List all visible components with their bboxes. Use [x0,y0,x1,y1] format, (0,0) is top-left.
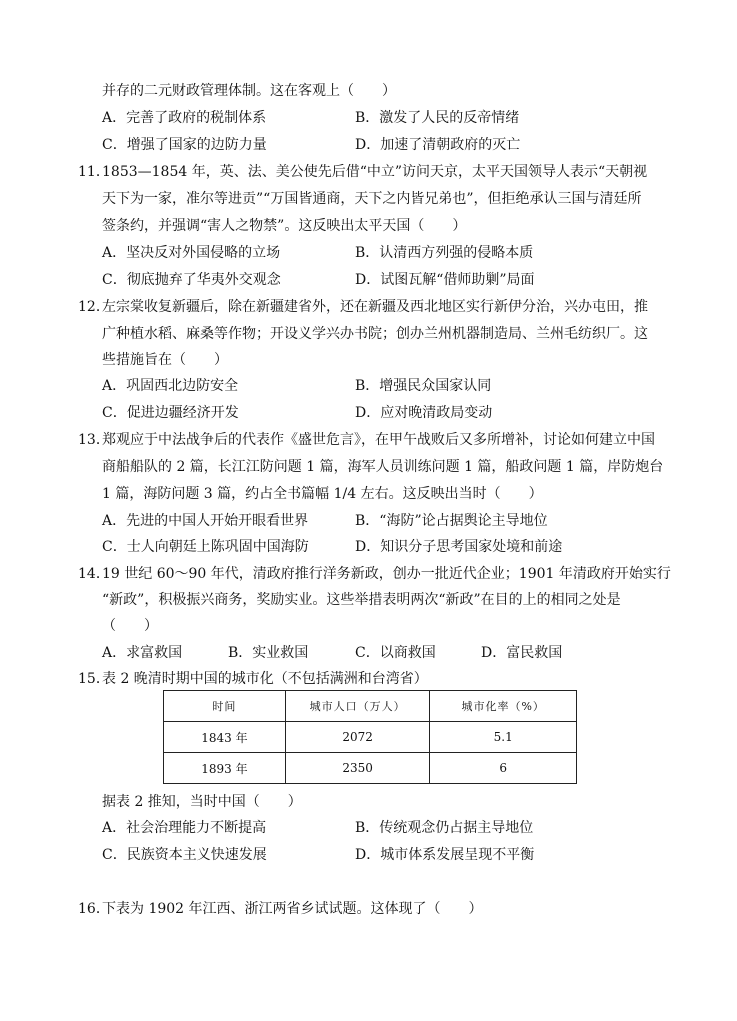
q14-option-c: C．以商救国 [355,645,436,661]
q13-stem-line-2: 商船船队的 2 篇，长江江防问题 1 篇，海军人员训练问题 1 篇，船政问题 1 篇，岸防炮台 [102,459,664,475]
q15-option-c: C．民族资本主义快速发展 [102,847,267,863]
table-header-row [164,691,577,722]
q12-option-d: D．应对晚清政局变动 [355,405,493,421]
q10-option-d: D．加速了清朝政府的灭亡 [355,137,521,153]
table-header-time: 时间 [164,691,286,722]
q11-stem-line-3: 签条约，并强调“害人之物禁”。这反映出太平天国（ ） [102,218,467,234]
q16-stem: 下表为 1902 年江西、浙江两省乡试试题。这体现了（ ） [102,901,483,917]
q11-stem-line-1: 1853—1854 年，英、法、美公使先后借“中立”访问天京，太平天国领导人表示“天朝视 [102,164,648,180]
q14-stem-line-3: （ ） [102,618,158,634]
urbanization-table [163,690,577,784]
q12-number: 12． [78,299,110,315]
q10-option-a: A．完善了政府的税制体系 [102,110,267,126]
q15-table-caption: 表 2 晚清时期中国的城市化（不包括满洲和台湾省） [102,671,428,687]
q13-stem-line-1: 郑观应于中法战争后的代表作《盛世危言》，在甲午战败后又多所增补，讨论如何建立中国 [102,432,655,448]
q12-option-b: B．增强民众国家认同 [355,378,492,394]
q11-number: 11． [78,164,110,180]
table-row [164,753,577,784]
q11-option-d: D．试图瓦解“借师助剿”局面 [355,272,535,288]
table-cell: 1843 年 [164,722,286,753]
q12-option-c: C．促进边疆经济开发 [102,405,239,421]
q13-option-c: C．士人向朝廷上陈巩固中国海防 [102,539,309,555]
q14-stem-line-1: 19 世纪 60～90 年代，清政府推行洋务新政，创办一批近代企业；1901 年清政府开始实行 [102,566,671,582]
table-cell: 6 [430,753,577,784]
q14-option-b: B．实业救国 [228,645,309,661]
q10-option-c: C．增强了国家的边防力量 [102,137,267,153]
q14-number: 14． [78,566,110,582]
q15-number: 15． [78,671,110,687]
q12-option-a: A．巩固西北边防安全 [102,378,239,394]
q15-option-a: A．社会治理能力不断提高 [102,820,267,836]
table-cell: 1893 年 [164,753,286,784]
table-cell: 5.1 [430,722,577,753]
q11-option-c: C．彻底抛弃了华夷外交观念 [102,272,281,288]
q16-number: 16． [78,901,110,917]
q10-option-b: B．激发了人民的反帝情绪 [355,110,520,126]
q11-option-a: A．坚决反对外国侵略的立场 [102,245,281,261]
table-cell: 2072 [285,722,430,753]
q14-option-d: D．富民救国 [481,645,563,661]
q13-option-a: A．先进的中国人开始开眼看世界 [102,513,309,529]
q13-option-b: B．“海防”论占据舆论主导地位 [355,513,548,529]
table-header-urban-population: 城市人口（万人） [285,691,430,722]
q11-stem-line-2: 天下为一家，准尔等进贡”“万国皆通商，天下之内皆兄弟也”，但拒绝承认三国与清廷所 [102,191,642,207]
q12-stem-line-1: 左宗棠收复新疆后，除在新疆建省外，还在新疆及西北地区实行新伊分治，兴办屯田，推 [102,299,648,315]
q12-stem-line-3: 些措施旨在（ ） [102,352,228,368]
q15-option-d: D．城市体系发展呈现不平衡 [355,847,535,863]
table-cell: 2350 [285,753,430,784]
q13-number: 13． [78,432,110,448]
q15-option-b: B．传统观念仍占据主导地位 [355,820,534,836]
q15-stem: 据表 2 推知，当时中国（ ） [102,794,302,810]
q13-stem-line-3: 1 篇，海防问题 3 篇，约占全书篇幅 1/4 左右。这反映出当时（ ） [102,486,543,502]
q12-stem-line-2: 广种植水稻、麻桑等作物；开设义学兴办书院；创办兰州机器制造局、兰州毛纺织厂。这 [102,326,648,342]
table-header-urbanization-rate: 城市化率（%） [430,691,577,722]
q14-stem-line-2: “新政”，积极振兴商务，奖励实业。这些举措表明两次“新政”在目的上的相同之处是 [102,592,621,608]
q13-option-d: D．知识分子思考国家处境和前途 [355,539,563,555]
q14-option-a: A．求富救国 [102,645,183,661]
q11-option-b: B．认清西方列强的侵略本质 [355,245,534,261]
table-row [164,722,577,753]
q10-stem-tail: 并存的二元财政管理体制。这在客观上（ ） [102,83,396,99]
